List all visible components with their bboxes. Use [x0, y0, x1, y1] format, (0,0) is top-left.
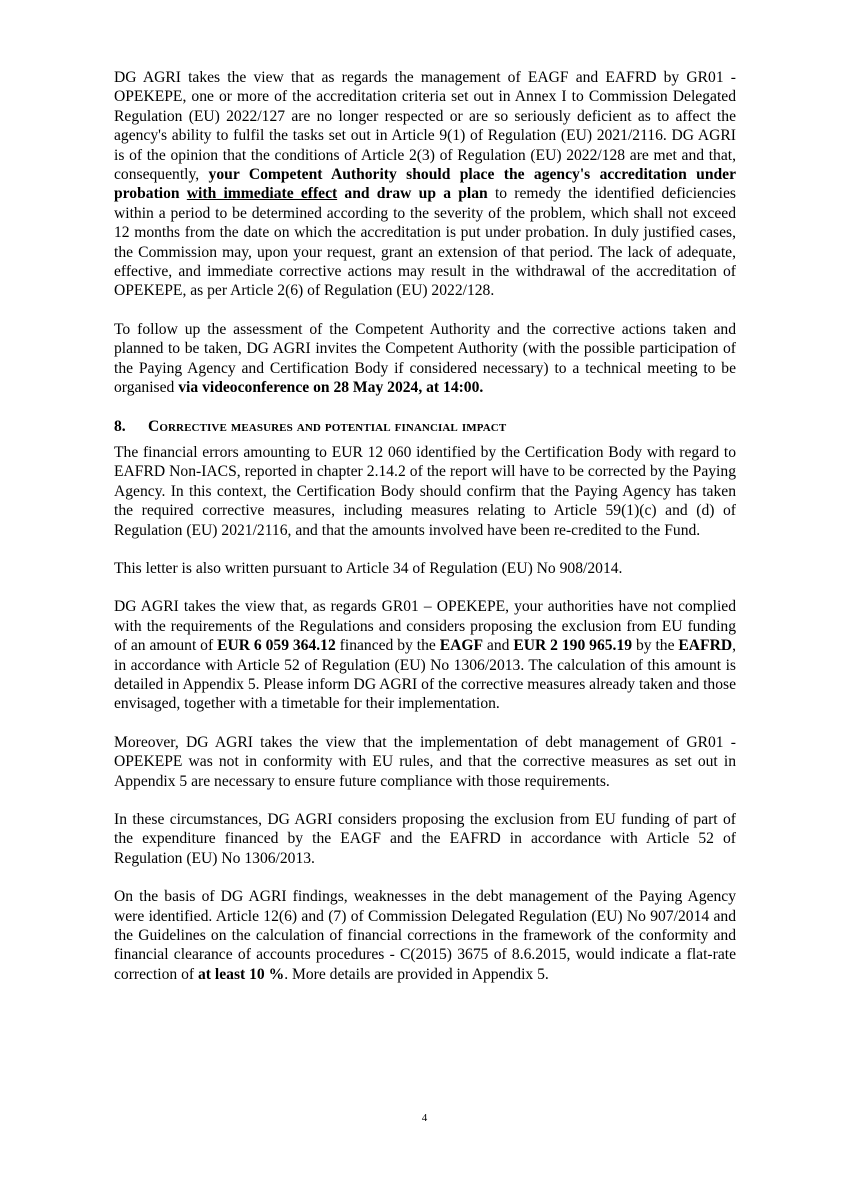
paragraph-circumstances: In these circumstances, DG AGRI considers proposing the exclusion from EU funding of part of the expenditure financed by the EAGF and the EAFRD in accordance with Article 52 of Regulation (EU) No 1306/2013.: [114, 811, 736, 867]
paragraph-technical-meeting: To follow up the assessment of the Competent Authority and the corrective actions taken and planned to be taken, DG AGRI invites the Competent Authority (with the possible participation of the Paying Agency and Certification Body if considered necessary) to a technical meeting to be organised via videoconference on 28 May 2024, at 14:00.: [114, 320, 736, 397]
paragraph-debt-management: Moreover, DG AGRI takes the view that the implementation of debt management of GR01 - OPEKEPE was not in conformity with EU rules, and that the corrective measures as set out in Appendix 5 are necessary to ensure future compliance with those requirements.: [114, 733, 736, 790]
section-title: Corrective measures and potential financial impact: [148, 417, 507, 435]
bold-flat-rate: at least 10 %: [198, 965, 285, 983]
bold-eagf-amount: EUR 6 059 364.12: [217, 637, 336, 655]
bold-eagf: EAGF: [439, 637, 484, 655]
page-number: 4: [421, 1112, 428, 1124]
page-body: [114, 68, 736, 984]
bold-probation-request: your Competent Authority should place the agency's accreditation under probation with immediate effect and draw up a plan: [114, 166, 737, 203]
paragraph-accreditation-probation: DG AGRI takes the view that as regards the management of EAGF and EAFRD by GR01 - OPEKEPE, one or more of the accreditation criteria set out in Annex I to Commission Delegated Regulation (EU) 2022/127 are no longer respected or are so seriously deficient as to affect the agency's ability to fulfil the tasks set out in Article 9(1) of Regulation (EU) 2021/2116. DG AGRI is of the opinion that the conditions of Article 2(3) of Regulation (EU) 2022/128 are met and that, consequently, your Competent Authority should place the agency's accreditation under probation with immediate effect and draw up a plan to remedy the identified deficiencies within a period to be determined according to the severity of the problem, which shall not exceed 12 months from the date on which the accreditation is put under probation. In duly justified cases, the Commission may, upon your request, grant an extension of that period. The lack of adequate, effective, and immediate corrective actions may result in the withdrawal of the accreditation of OPEKEPE, as per Article 2(6) of Regulation (EU) 2022/128.: [114, 69, 737, 300]
paragraph-legal-basis: This letter is also written pursuant to Article 34 of Regulation (EU) No 908/2014.: [114, 559, 623, 577]
underlined-immediate-effect: with immediate effect: [186, 185, 338, 203]
paragraph-exclusion-amount: DG AGRI takes the view that, as regards GR01 – OPEKEPE, your authorities have not complied with the requirements of the Regulations and considers proposing the exclusion from EU funding of an amount of EUR 6 059 364.12 financed by the EAGF and EUR 2 190 965.19 by the EAFRD, in accordance with Article 52 of Regulation (EU) No 1306/2013. The calculation of this amount is detailed in Appendix 5. Please inform DG AGRI of the corrective measures already taken and those envisaged, together with a timetable for their implementation.: [114, 598, 737, 713]
paragraph-financial-errors: The financial errors amounting to EUR 12 060 identified by the Certification Body with regard to EAFRD Non-IACS, reported in chapter 2.14.2 of the report will have to be corrected by the Paying Agency. In this context, the Certification Body should confirm that the Paying Agency has taken the required corrective measures, including measures relating to Article 59(1)(c) and (d) of Regulation (EU) 2021/2116, and that the amounts involved have been re-credited to the Fund.: [114, 443, 736, 539]
bold-eafrd: EAFRD: [678, 637, 733, 655]
section-number: 8.: [114, 417, 126, 435]
bold-meeting-date: via videoconference on 28 May 2024, at 14:00.: [178, 379, 484, 397]
bold-eafrd-amount: EUR 2 190 965.19: [513, 637, 633, 655]
paragraph-flat-rate-correction: On the basis of DG AGRI findings, weaknesses in the debt management of the Paying Agency were identified. Article 12(6) and (7) of Commission Delegated Regulation (EU) No 907/2014 and the Guidelines on the calculation of financial corrections in the framework of the conformity and financial clearance of accounts procedures - C(2015) 3675 of 8.6.2015, would indicate a flat-rate correction of at least 10 %. More details are provided in Appendix 5.: [114, 888, 736, 983]
section-heading: [114, 417, 736, 436]
